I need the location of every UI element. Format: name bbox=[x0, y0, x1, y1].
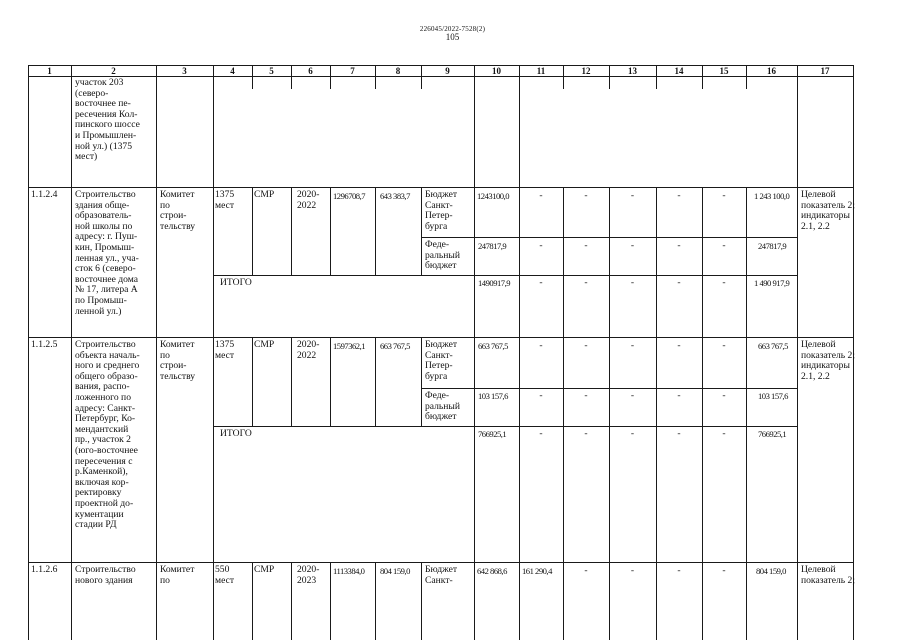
total-value: - bbox=[722, 428, 726, 439]
work-type: СМР bbox=[254, 564, 275, 575]
funding-value: - bbox=[677, 190, 681, 201]
executor: Комитет по строи- тельству bbox=[160, 189, 196, 232]
total-value: 766925,1 bbox=[478, 429, 507, 439]
funding-value: 804 159,0 bbox=[756, 566, 786, 576]
funding-value: - bbox=[722, 190, 726, 201]
executor: Комитет по bbox=[160, 564, 195, 586]
funding-value: - bbox=[539, 390, 543, 401]
col-header: 1 bbox=[47, 66, 52, 76]
period: 2020- 2022 bbox=[297, 189, 320, 211]
col-header: 3 bbox=[182, 66, 187, 76]
funding-value: - bbox=[677, 565, 681, 576]
capacity: 1375 мест bbox=[215, 189, 235, 211]
funding-value: - bbox=[677, 340, 681, 351]
col-header: 7 bbox=[350, 66, 355, 76]
funding-value: 161 290,4 bbox=[522, 566, 552, 576]
funding-value: 663 767,5 bbox=[758, 341, 788, 351]
col-header: 2 bbox=[111, 66, 116, 76]
funding-value: - bbox=[630, 340, 635, 351]
funding-value: - bbox=[722, 340, 726, 351]
funding-value: - bbox=[539, 240, 543, 251]
funding-value: - bbox=[677, 240, 681, 251]
row-code: 1.1.2.6 bbox=[31, 564, 58, 575]
object-name: Строительство объекта началь- ного и среднего общего образо- вания, распо- ложенного по адресу: Санкт- Петербург, Ко- мендантский пр., участок 2 (юго-восточнее пересечения с р.Каменкой), включая кор- ректировку проектной до- кументации стадии РД bbox=[75, 339, 140, 531]
indicator: Целевой показатель 2; индикаторы 2.1, 2.2 bbox=[801, 189, 855, 232]
col-header: 16 bbox=[767, 66, 776, 76]
page-number: 105 bbox=[445, 32, 460, 42]
funding-value: - bbox=[584, 340, 588, 351]
funding-value: 663 767,5 bbox=[478, 341, 508, 351]
funding-source: Бюджет Санкт- Петер- бурга bbox=[425, 339, 458, 382]
capacity: 1375 мест bbox=[215, 339, 235, 361]
funding-source: Феде- ральный бюджет bbox=[425, 390, 461, 423]
period: 2020- 2022 bbox=[297, 339, 320, 361]
col-header: 4 bbox=[230, 66, 235, 76]
funding-value: - bbox=[722, 390, 726, 401]
total-value: - bbox=[630, 428, 635, 439]
total-value: - bbox=[722, 277, 726, 288]
col-header: 13 bbox=[628, 66, 637, 76]
col-header: 11 bbox=[536, 66, 546, 76]
row-code: 1.1.2.5 bbox=[31, 339, 58, 350]
work-type: СМР bbox=[254, 339, 275, 350]
row-code: 1.1.2.4 bbox=[31, 189, 58, 200]
total-value: - bbox=[539, 277, 543, 288]
work-type: СМР bbox=[254, 189, 275, 200]
funding-source: Бюджет Санкт- Петер- бурга bbox=[425, 189, 458, 232]
col-header: 17 bbox=[820, 66, 830, 76]
funding-value: - bbox=[539, 340, 543, 351]
col-header: 15 bbox=[719, 66, 729, 76]
capacity: 550 мест bbox=[215, 564, 235, 586]
funding-value: - bbox=[630, 240, 635, 251]
period: 2020- 2023 bbox=[297, 564, 320, 586]
estimated-cost: 1296708,7 bbox=[333, 191, 366, 201]
col-header: 9 bbox=[445, 66, 450, 76]
funding-value: - bbox=[677, 390, 681, 401]
funding-value: - bbox=[584, 565, 588, 576]
col-header: 5 bbox=[269, 66, 274, 76]
total-label: ИТОГО bbox=[220, 277, 252, 288]
remaining-cost: 643 383,7 bbox=[380, 191, 410, 201]
total-value: 1 490 917,9 bbox=[754, 278, 790, 288]
funding-value: 1243100,0 bbox=[477, 191, 510, 201]
remaining-cost: 663 767,5 bbox=[380, 341, 410, 351]
funding-value: 103 157,6 bbox=[478, 391, 508, 401]
remaining-cost: 804 159,0 bbox=[380, 566, 410, 576]
col-header: 10 bbox=[492, 66, 501, 76]
funding-value: - bbox=[722, 565, 726, 576]
funding-value: - bbox=[584, 240, 588, 251]
funding-value: - bbox=[539, 190, 543, 201]
total-value: - bbox=[630, 277, 635, 288]
indicator: Целевой показатель 2; индикаторы 2.1, 2.2 bbox=[801, 339, 855, 382]
total-value: 1490917,9 bbox=[478, 278, 511, 288]
document-id: 226045/2022-7528(2) bbox=[419, 25, 486, 33]
funding-value: - bbox=[584, 390, 588, 401]
total-value: - bbox=[539, 428, 543, 439]
object-name: Строительство здания обще- образователь- ной школы по адресу: г. Пуш- кин, Промыш- ленная ул., уча- сток 6 (северо- восточнее дома № 17, литера А по Промыш- ленной ул.) bbox=[75, 189, 139, 317]
indicator: Целевой показатель 2; bbox=[801, 564, 855, 586]
funding-value: - bbox=[722, 240, 726, 251]
funding-value: 247817,9 bbox=[758, 241, 787, 251]
funding-value: - bbox=[584, 190, 588, 201]
funding-value: 247817,9 bbox=[478, 241, 507, 251]
continued-object-name: участок 203 (северо- восточнее пе- ресечения Кол- пинского шоссе и Промышлен- ной ул.) (1375 мест) bbox=[75, 77, 140, 163]
total-value: - bbox=[677, 277, 681, 288]
object-name: Строительство нового здания bbox=[75, 564, 136, 586]
col-header: 14 bbox=[674, 66, 684, 76]
funding-value: - bbox=[630, 565, 635, 576]
total-value: - bbox=[584, 277, 588, 288]
total-value: - bbox=[584, 428, 588, 439]
estimated-cost: 1113384,0 bbox=[333, 566, 365, 576]
estimated-cost: 1597362,1 bbox=[333, 341, 366, 351]
funding-value: 103 157,6 bbox=[758, 391, 788, 401]
funding-source: Бюджет Санкт- bbox=[425, 564, 458, 586]
col-header: 6 bbox=[308, 66, 313, 76]
funding-value: - bbox=[630, 390, 635, 401]
funding-value: 1 243 100,0 bbox=[754, 191, 790, 201]
col-header: 8 bbox=[395, 66, 401, 76]
funding-value: 642 868,6 bbox=[477, 566, 507, 576]
total-label: ИТОГО bbox=[220, 428, 252, 439]
funding-source: Феде- ральный бюджет bbox=[425, 239, 461, 272]
executor: Комитет по строи- тельству bbox=[160, 339, 196, 382]
col-header: 12 bbox=[581, 66, 591, 76]
total-value: 766925,1 bbox=[758, 429, 787, 439]
funding-value: - bbox=[630, 190, 635, 201]
total-value: - bbox=[677, 428, 681, 439]
